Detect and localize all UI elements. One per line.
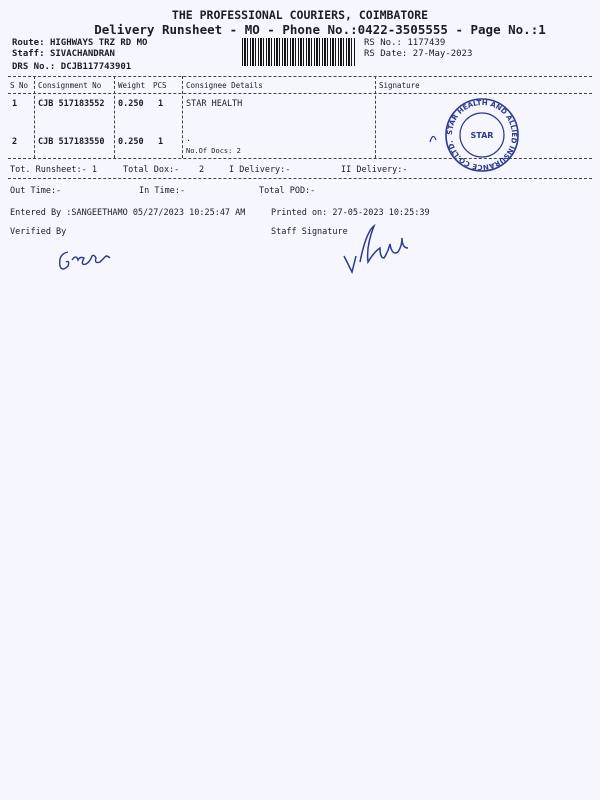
in-time: In Time:-: [139, 186, 186, 196]
rs-no-line: [364, 38, 445, 48]
no-of-docs: No.Of Docs: 2: [186, 147, 241, 155]
totals-rule: [8, 178, 592, 179]
route-value: HIGHWAYS TRZ RD MO: [49, 38, 148, 48]
row-sno: 2: [12, 137, 18, 147]
stamp-text: STAR HEALTH AND ALLIED INSURANCE CO.LTD.: [445, 98, 519, 172]
staff-signature: [340, 222, 420, 280]
total-dox-label: Total Dox:-: [123, 165, 180, 175]
stamp-center-text: STAR: [470, 131, 494, 140]
col-divider: [34, 76, 35, 158]
verifier-signature: [54, 240, 124, 276]
drs-label: DRS No.:: [12, 62, 56, 72]
col-header-signature: Signature: [379, 81, 420, 90]
rs-no-label: RS No.:: [364, 38, 402, 48]
company-stamp: [428, 96, 536, 174]
row-pcs: 1: [158, 137, 164, 147]
i-delivery: I Delivery:-: [229, 165, 291, 175]
row-consignee: STAR HEALTH: [186, 99, 243, 109]
barcode-image: [242, 38, 356, 66]
out-time: Out Time:-: [10, 186, 62, 196]
route-line: [12, 38, 147, 48]
route-label: Route:: [12, 38, 45, 48]
printed-on: Printed on: 27-05-2023 10:25:39: [271, 208, 430, 218]
row-consignment: CJB 517183550: [38, 137, 105, 147]
col-header-pcs: PCS: [153, 81, 167, 90]
row-sno: 1: [12, 99, 18, 109]
table-top-rule: [8, 76, 592, 77]
runsheet-subtitle: Delivery Runsheet - MO - Phone No.:0422-3505555 - Page No.:1: [94, 22, 546, 37]
rs-date-label: RS Date:: [364, 49, 408, 59]
entered-by: Entered By :SANGEETHAMO 05/27/2023 10:25:47 AM: [10, 208, 246, 218]
verified-by: Verified By: [10, 227, 67, 237]
staff-line: [12, 49, 115, 59]
ii-delivery: II Delivery:-: [341, 165, 408, 175]
row-consignment: CJB 517183552: [38, 99, 105, 109]
row-weight: 0.250: [118, 99, 144, 109]
rs-no-value: 1177439: [407, 38, 446, 48]
table-header-rule: [8, 93, 592, 94]
row-weight: 0.250: [118, 137, 144, 147]
staff-label: Staff:: [12, 49, 45, 59]
col-header-consignment: Consignment No: [38, 81, 102, 90]
col-divider: [114, 76, 115, 158]
col-header-sno: S No: [10, 81, 29, 90]
total-dox-value: 2: [199, 165, 205, 175]
col-header-consignee: Consignee Details: [186, 81, 263, 90]
tot-runsheet: Tot. Runsheet:- 1: [10, 165, 97, 175]
total-pod: Total POD:-: [259, 186, 316, 196]
company-title: THE PROFESSIONAL COURIERS, COIMBATORE: [171, 8, 429, 22]
drs-value: DCJB117743901: [60, 62, 132, 72]
col-header-weight: Weight: [118, 81, 146, 90]
drs-line: [12, 62, 131, 72]
rs-date-value: 27-May-2023: [412, 49, 473, 59]
staff-signature-label: Staff Signature: [271, 227, 348, 237]
rs-date-line: [364, 49, 472, 59]
row-consignee: .: [186, 134, 192, 144]
col-divider: [375, 76, 376, 158]
col-divider: [182, 76, 183, 158]
staff-value: SIVACHANDRAN: [49, 49, 115, 59]
row-pcs: 1: [158, 99, 164, 109]
